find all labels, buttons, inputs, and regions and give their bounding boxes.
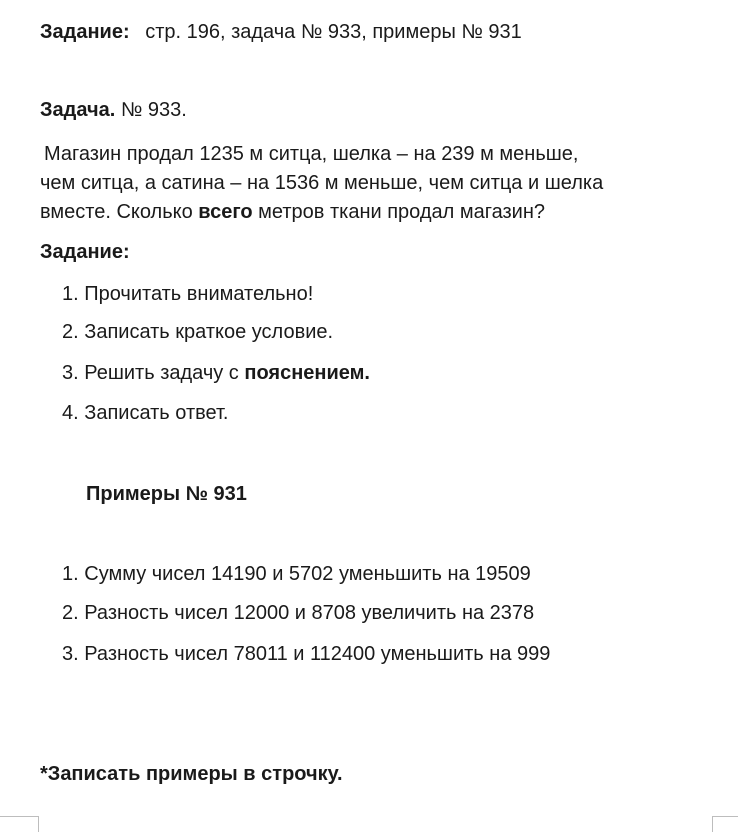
- assignment-item-text: Записать ответ.: [84, 402, 229, 424]
- task-line-3-start: вместе. Сколько: [40, 201, 199, 223]
- assignment-item-text: Прочитать внимательно!: [84, 283, 314, 305]
- header-text: стр. 196, задача № 933, примеры № 931: [145, 21, 522, 43]
- crop-mark-right-v: [712, 816, 713, 832]
- task-line-3: [40, 200, 545, 224]
- example-item-text: Разность чисел 12000 и 8708 увеличить на 2378: [84, 602, 535, 624]
- example-item-num: 2.: [62, 602, 79, 624]
- examples-title: Примеры № 931: [86, 483, 247, 505]
- example-item: [62, 642, 550, 666]
- assignment-item: [62, 361, 370, 385]
- footnote: *Записать примеры в строчку.: [40, 763, 343, 785]
- assignment-item: [62, 320, 333, 344]
- assignment-item-num: 3.: [62, 362, 79, 384]
- assignment-item-num: 2.: [62, 321, 79, 343]
- task-line-2: чем ситца, а сатина – на 1536 м меньше, чем ситца и шелка: [40, 172, 604, 194]
- task-number: № 933.: [120, 99, 187, 121]
- crop-mark-left-h: [0, 816, 38, 817]
- example-item: [62, 601, 534, 625]
- example-item: [62, 562, 531, 586]
- assignment-item-text: Решить задачу с: [84, 362, 245, 384]
- header-line: [40, 20, 522, 44]
- crop-mark-left-v: [38, 816, 39, 832]
- example-item-text: Сумму чисел 14190 и 5702 уменьшить на 19509: [84, 563, 531, 585]
- example-item-num: 1.: [62, 563, 79, 585]
- assignment-item: [62, 401, 228, 425]
- assignment-item-text: Записать краткое условие.: [84, 321, 334, 343]
- task-line-3-end: метров ткани продал магазин?: [252, 201, 546, 223]
- example-item-num: 3.: [62, 643, 79, 665]
- task-label: Задача.: [40, 99, 116, 121]
- example-item-text: Разность чисел 78011 и 112400 уменьшить на 999: [84, 643, 551, 665]
- task-line-1: Магазин продал 1235 м ситца, шелка – на 239 м меньше,: [44, 143, 579, 165]
- task-heading: [40, 98, 187, 122]
- crop-mark-right-h: [712, 816, 738, 817]
- assignment-item: [62, 282, 313, 306]
- assignment-item-num: 1.: [62, 283, 79, 305]
- assignment-item-num: 4.: [62, 402, 79, 424]
- assignment-title: Задание:: [40, 241, 130, 263]
- assignment-item-bold: пояснением.: [244, 362, 370, 384]
- header-label: Задание:: [40, 21, 130, 43]
- task-line-3-bold: всего: [198, 201, 253, 223]
